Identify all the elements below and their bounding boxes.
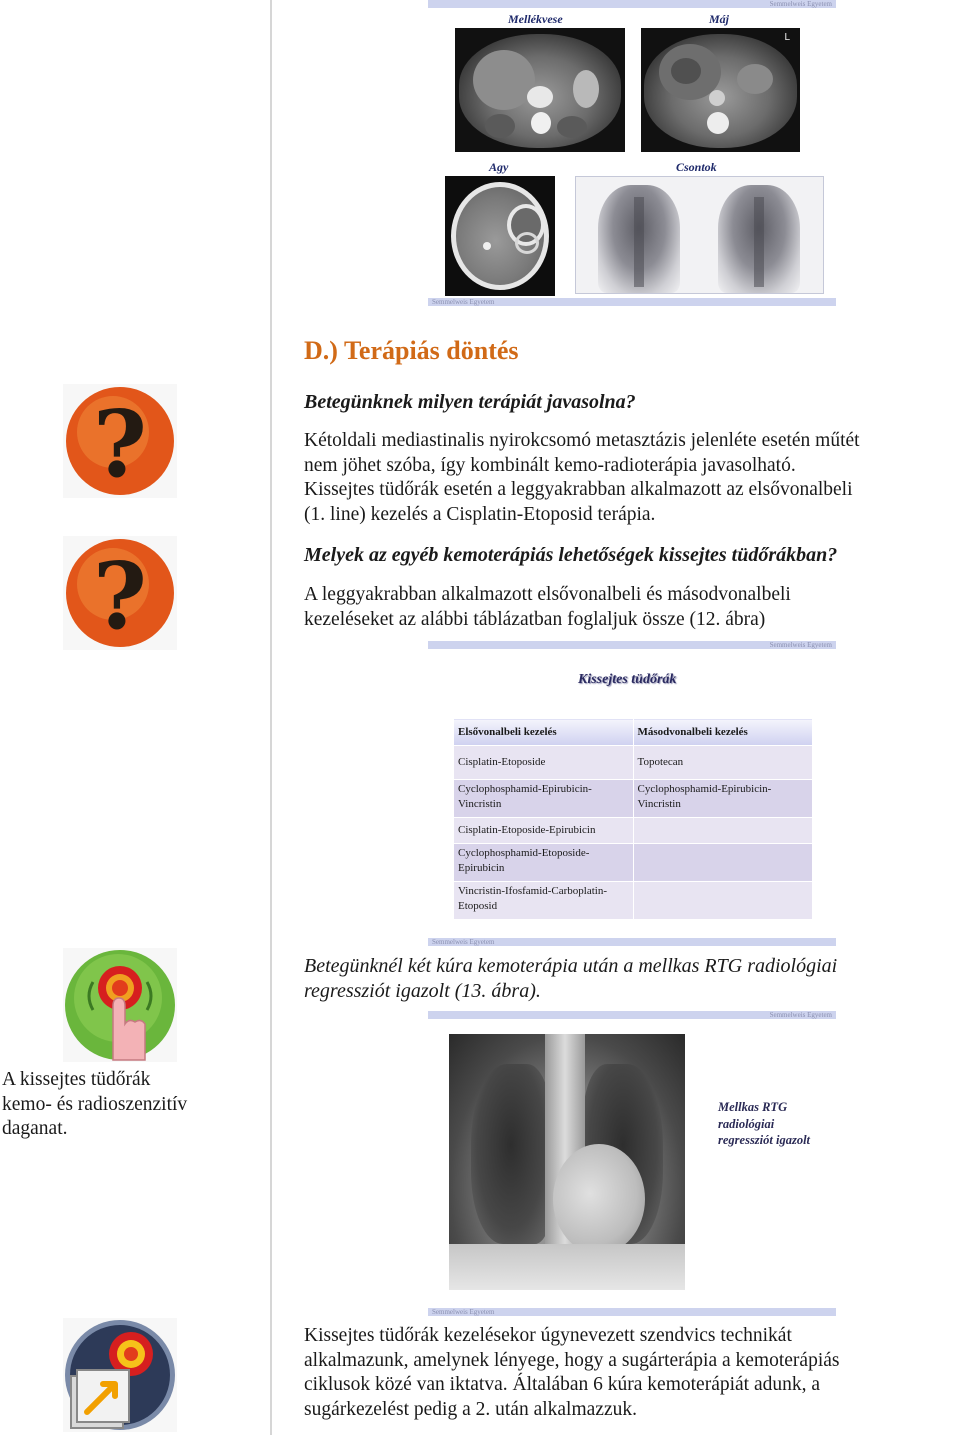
table-cell: Cyclophosphamid-Etoposide-Epirubicin	[454, 844, 634, 882]
table-cell: Cyclophosphamid-Epirubicin-Vincristin	[454, 780, 634, 818]
text-line: Mellkas RTG	[718, 1100, 788, 1114]
ct-liver-image: L	[641, 28, 800, 152]
question-therapy: Betegünknek milyen terápiát javasolna?	[304, 391, 636, 413]
figure-bottom-strip	[428, 298, 836, 306]
table-cell	[633, 844, 813, 882]
closing-paragraph	[304, 1324, 839, 1422]
header-first-line: Elsővonalbeli kezelés	[454, 719, 634, 746]
xray-note	[718, 1099, 810, 1149]
text-line: daganat.	[2, 1118, 68, 1140]
xray-bottom-strip	[428, 1308, 836, 1316]
caption-brain: Agy	[489, 160, 509, 174]
table-cell	[633, 818, 813, 844]
ct-adrenal-image	[455, 28, 625, 152]
table-bottom-strip	[428, 938, 836, 946]
text-line: regressziót igazolt (13. ábra).	[304, 980, 541, 1002]
watermark: Semmelweis Egyetem	[432, 938, 495, 946]
text-line: Kissejtes tüdőrák kezelésekor úgynevezett szendvics technikát	[304, 1325, 792, 1346]
xray-top-strip	[428, 1011, 836, 1019]
brain-mri-image	[445, 176, 555, 296]
text-line: Betegünknél két kúra kemoterápia után a mellkas RTG radiológiai	[304, 955, 838, 977]
watermark: Semmelweis Egyetem	[432, 298, 495, 306]
table-cell: Vincristin-Ifosfamid-Carboplatin-Etoposid	[454, 882, 634, 920]
chest-xray-image	[449, 1034, 685, 1290]
caption-liver: Máj	[709, 12, 730, 26]
question-icon	[63, 536, 177, 650]
answer-chemo-options	[304, 583, 791, 632]
text-line: kemo- és radioszenzitív	[2, 1093, 188, 1115]
text-line: alkalmazunk, amelynek lényege, hogy a sugárterápia a kemoterápiás	[304, 1349, 840, 1371]
treatment-table	[453, 718, 813, 920]
text-line: nem jöhet szóba, így kombinált kemo-radioterápia javasolható.	[304, 454, 796, 476]
text-line: sugárkezelést pedig a 2. után alkalmazzuk.	[304, 1398, 637, 1420]
text-line: kezeléseket az alábbi táblázatban foglaljuk össze (12. ábra)	[304, 608, 766, 630]
header-second-line: Másodvonalbeli kezelés	[633, 719, 813, 746]
push-button-icon	[63, 948, 177, 1062]
watermark: Semmelweis Egyetem	[432, 1308, 495, 1316]
table-top-strip	[428, 641, 836, 649]
text-line: (1. line) kezelés a Cisplatin-Etoposid terápia.	[304, 503, 656, 525]
table-row	[454, 882, 813, 920]
table-title: Kissejtes tüdőrák	[578, 672, 677, 687]
section-heading: D.) Terápiás döntés	[304, 336, 519, 365]
question-icon	[63, 384, 177, 498]
table-row	[454, 844, 813, 882]
figure-top-strip	[428, 0, 836, 8]
text-line: radiológiai	[718, 1116, 775, 1131]
svg-text:?: ?	[93, 390, 147, 498]
note-icon	[63, 1318, 177, 1432]
table-cell: Cyclophosphamid-Epirubicin-Vincristin	[633, 780, 813, 818]
table-row	[454, 780, 813, 818]
side-note	[2, 1068, 187, 1142]
table-cell	[633, 882, 813, 920]
bone-scan-image	[575, 176, 824, 294]
text-line: regressziót igazolt	[718, 1133, 811, 1147]
text-line: Kétoldali mediastinalis nyirokcsomó metasztázis jelenléte esetén műtét	[304, 430, 860, 451]
watermark: Semmelweis Egyetem	[769, 1011, 832, 1019]
caption-bones: Csontok	[676, 160, 717, 174]
svg-text:?: ?	[93, 542, 147, 650]
statement-regression	[304, 954, 837, 1004]
text-line: ciklusok közé van iktatva. Általában 6 kúra kemoterápiát adunk, a	[304, 1374, 821, 1396]
text-line: A leggyakrabban alkalmazott elsővonalbeli és másodvonalbeli	[304, 584, 791, 605]
table-cell: Cisplatin-Etoposide-Epirubicin	[454, 818, 634, 844]
text-line: Kissejtes tüdőrák esetén a leggyakrabban alkalmazott az elsővonalbeli	[304, 479, 853, 501]
table-header-row	[454, 719, 813, 746]
text-line: A kissejtes tüdőrák	[2, 1069, 151, 1090]
watermark: Semmelweis Egyetem	[769, 0, 832, 8]
caption-adrenal: Mellékvese	[508, 12, 563, 26]
table-row	[454, 818, 813, 844]
table-row	[454, 746, 813, 780]
watermark: Semmelweis Egyetem	[769, 641, 832, 649]
table-cell: Topotecan	[633, 746, 813, 780]
table-cell: Cisplatin-Etoposide	[454, 746, 634, 780]
question-chemo-options: Melyek az egyéb kemoterápiás lehetőségek kissejtes tüdőrákban?	[304, 544, 838, 566]
answer-therapy	[304, 429, 860, 527]
page-divider	[270, 0, 272, 1435]
